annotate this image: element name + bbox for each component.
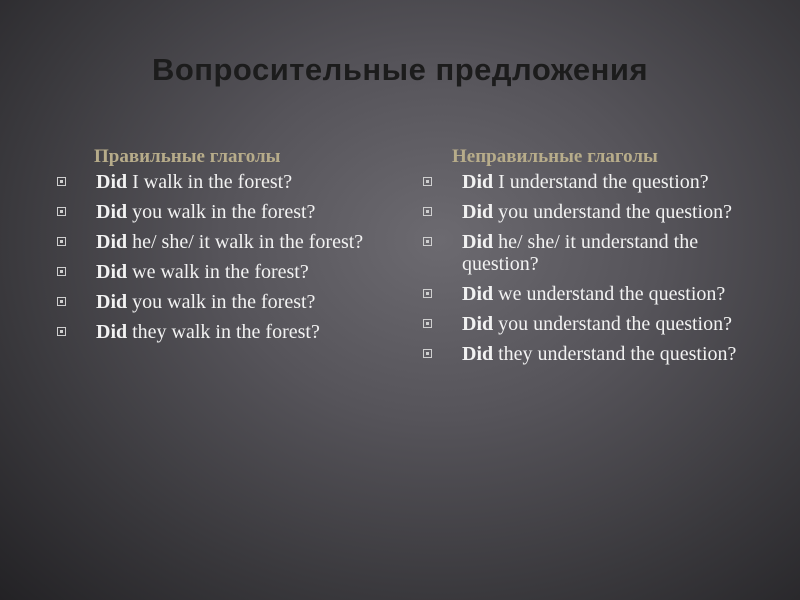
item-text: they walk in the forest?	[132, 321, 320, 343]
keyword: Did	[462, 313, 494, 335]
list-item	[56, 201, 396, 223]
square-bullet-icon	[57, 297, 66, 306]
item-text: you understand the question?	[498, 201, 732, 223]
keyword: Did	[462, 171, 494, 193]
slide-title: Вопросительные предложения	[151, 52, 649, 87]
item-text: I walk in the forest?	[132, 171, 293, 193]
square-bullet-icon	[423, 289, 432, 298]
item-text: they understand the question?	[498, 343, 737, 365]
keyword: Did	[462, 231, 494, 253]
list-item	[422, 171, 762, 193]
item-text: he/ she/ it understand the question?	[462, 231, 699, 275]
item-text: you understand the question?	[498, 313, 732, 335]
list-item	[56, 231, 396, 253]
item-text: I understand the question?	[498, 171, 709, 193]
list-item	[56, 321, 396, 343]
item-text: you walk in the forest?	[132, 201, 316, 223]
keyword: Did	[96, 171, 128, 193]
square-bullet-icon	[57, 267, 66, 276]
list-item	[56, 261, 396, 283]
item-text: he/ she/ it walk in the forest?	[132, 231, 364, 253]
list-item	[422, 231, 762, 275]
keyword: Did	[96, 201, 128, 223]
keyword: Did	[96, 291, 128, 313]
list-item	[56, 291, 396, 313]
square-bullet-icon	[57, 207, 66, 216]
list-item	[422, 343, 762, 365]
square-bullet-icon	[57, 177, 66, 186]
square-bullet-icon	[423, 237, 432, 246]
regular-verbs-list	[56, 171, 396, 343]
list-item	[422, 283, 762, 305]
keyword: Did	[96, 321, 128, 343]
keyword: Did	[462, 201, 494, 223]
item-text: you walk in the forest?	[132, 291, 316, 313]
list-item	[422, 201, 762, 223]
square-bullet-icon	[57, 327, 66, 336]
regular-verbs-column	[56, 146, 396, 351]
irregular-verbs-heading: Неправильные глаголы	[452, 146, 658, 167]
keyword: Did	[462, 283, 494, 305]
item-text: we walk in the forest?	[132, 261, 309, 283]
square-bullet-icon	[423, 319, 432, 328]
list-item	[56, 171, 396, 193]
irregular-verbs-list	[422, 171, 762, 365]
keyword: Did	[96, 261, 128, 283]
irregular-verbs-column	[422, 146, 762, 373]
square-bullet-icon	[423, 349, 432, 358]
list-item	[422, 313, 762, 335]
square-bullet-icon	[57, 237, 66, 246]
regular-verbs-heading: Правильные глаголы	[94, 146, 281, 167]
square-bullet-icon	[423, 177, 432, 186]
square-bullet-icon	[423, 207, 432, 216]
keyword: Did	[462, 343, 494, 365]
keyword: Did	[96, 231, 128, 253]
item-text: we understand the question?	[498, 283, 726, 305]
